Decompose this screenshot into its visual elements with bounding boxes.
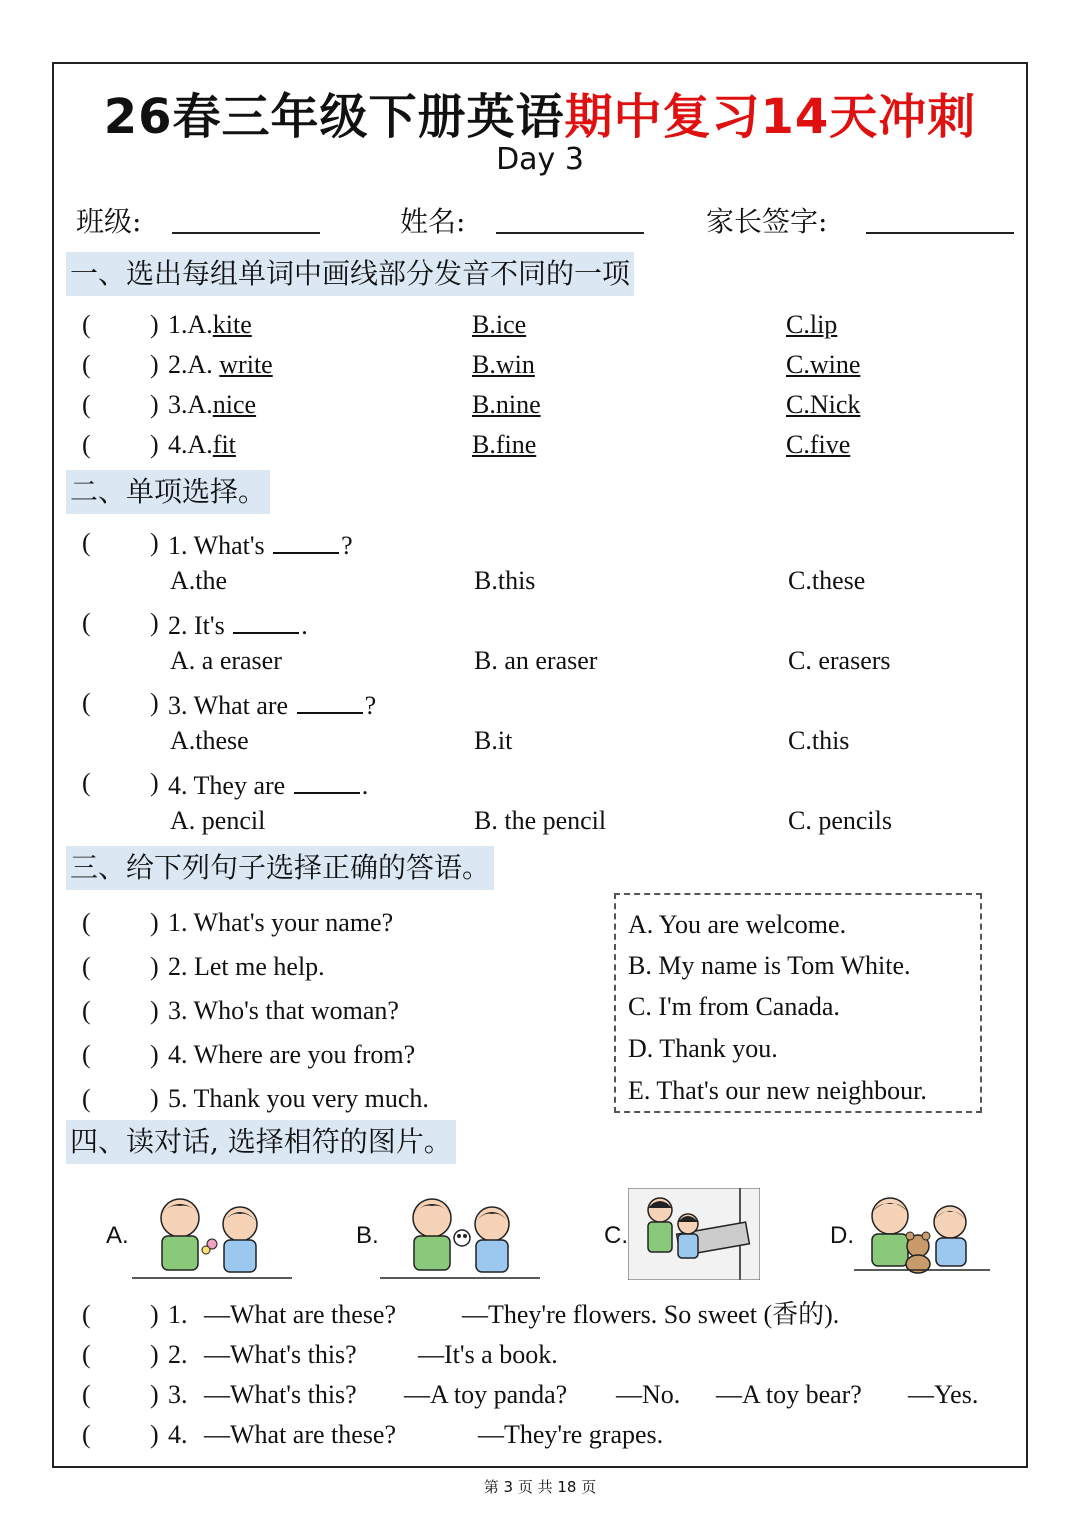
section1-heading: 一、选出每组单词中画线部分发音不同的一项 bbox=[66, 252, 634, 296]
answer-blank[interactable] bbox=[233, 608, 299, 634]
option-c: C.lip bbox=[786, 310, 838, 339]
answer-paren[interactable]: ( bbox=[82, 528, 91, 557]
answer-paren-close: ) bbox=[150, 528, 159, 557]
option-b: B.nine bbox=[472, 390, 541, 419]
dialog-line: —What are these? bbox=[204, 1300, 397, 1329]
option-b: B. an eraser bbox=[474, 646, 598, 675]
question-text: 1. What's bbox=[168, 531, 265, 560]
answer-paren[interactable]: ( bbox=[82, 1300, 91, 1329]
parent-signature-label: 家长签字: bbox=[706, 205, 828, 238]
item-number: 4.A. bbox=[168, 430, 213, 459]
answer-paren-close: ) bbox=[150, 1040, 159, 1069]
dialog-line: —A toy panda? bbox=[404, 1380, 568, 1409]
answer-paren-close: ) bbox=[150, 908, 159, 937]
question-text: 3. Who's that woman? bbox=[168, 996, 399, 1025]
name-label: 姓名: bbox=[400, 205, 466, 238]
question-end: ? bbox=[364, 691, 377, 720]
item-number: 1.A. bbox=[168, 310, 213, 339]
answer-paren[interactable]: ( bbox=[82, 996, 91, 1025]
option-b: B.ice bbox=[472, 310, 527, 339]
option-b: B.fine bbox=[472, 430, 537, 459]
answer-paren[interactable]: ( bbox=[82, 1040, 91, 1069]
answer-paren-close: ) bbox=[150, 688, 159, 717]
answer-paren-close: ) bbox=[150, 608, 159, 637]
answer-paren[interactable]: ( bbox=[82, 1380, 91, 1409]
dialog-line: —What are these? bbox=[204, 1420, 397, 1449]
question-text: 1. What's your name? bbox=[168, 908, 394, 937]
picture-label-b: B. bbox=[356, 1222, 379, 1249]
answer-paren[interactable]: ( bbox=[82, 1084, 91, 1113]
question-text: 4. Where are you from? bbox=[168, 1040, 416, 1069]
answer-paren[interactable]: ( bbox=[82, 390, 91, 419]
answer-blank[interactable] bbox=[294, 768, 360, 794]
answer-paren-close: ) bbox=[150, 768, 159, 797]
option-b: B.win bbox=[472, 350, 535, 379]
option-b: B.this bbox=[474, 566, 536, 595]
answer-paren-close: ) bbox=[150, 350, 159, 379]
day-label: Day 3 bbox=[496, 142, 584, 177]
question-end: . bbox=[301, 611, 308, 640]
answer-paren-close: ) bbox=[150, 430, 159, 459]
answer-paren-close: ) bbox=[150, 1420, 159, 1449]
answer-paren[interactable]: ( bbox=[82, 430, 91, 459]
answer-option: C. I'm from Canada. bbox=[628, 992, 840, 1021]
option-a: write bbox=[219, 350, 273, 379]
section4-heading: 四、读对话, 选择相符的图片。 bbox=[66, 1120, 456, 1164]
answer-paren-close: ) bbox=[150, 1380, 159, 1409]
option-a: fit bbox=[212, 430, 236, 459]
title-red: 期中复习14天冲刺 bbox=[564, 89, 977, 145]
dialog-number: 2. bbox=[168, 1340, 188, 1369]
question-end: ? bbox=[341, 531, 353, 560]
dialog-number: 1. bbox=[168, 1300, 188, 1329]
question-text: 2. It's bbox=[168, 611, 225, 640]
picture-label-a: A. bbox=[106, 1222, 129, 1249]
answer-blank[interactable] bbox=[297, 688, 363, 714]
item-number: 3.A. bbox=[168, 390, 213, 419]
option-c: C. pencils bbox=[788, 806, 892, 835]
title-black: 26春三年级下册英语 bbox=[103, 89, 565, 145]
answer-paren[interactable]: ( bbox=[82, 1420, 91, 1449]
answer-paren[interactable]: ( bbox=[82, 768, 91, 797]
picture-c-kids-desk bbox=[628, 1188, 760, 1280]
dialog-line: —Yes. bbox=[908, 1380, 979, 1409]
answer-paren-close: ) bbox=[150, 1300, 159, 1329]
question-text: 3. What are bbox=[168, 691, 289, 720]
question-end: . bbox=[361, 771, 369, 800]
picture-b-kids-panda bbox=[380, 1192, 540, 1284]
answer-paren[interactable]: ( bbox=[82, 310, 91, 339]
answer-paren[interactable]: ( bbox=[82, 952, 91, 981]
answer-paren-close: ) bbox=[150, 1340, 159, 1369]
dialog-number: 4. bbox=[168, 1420, 188, 1449]
answer-paren[interactable]: ( bbox=[82, 688, 91, 717]
answer-paren-close: ) bbox=[150, 996, 159, 1025]
item-number: 2.A. bbox=[168, 350, 220, 379]
page-title bbox=[0, 78, 1080, 147]
answer-paren-close: ) bbox=[150, 1084, 159, 1113]
answer-option: B. My name is Tom White. bbox=[628, 951, 911, 980]
answer-option: E. That's our new neighbour. bbox=[628, 1076, 927, 1105]
option-c: C.five bbox=[786, 430, 851, 459]
dialog-line: —No. bbox=[616, 1380, 681, 1409]
question-text: 5. Thank you very much. bbox=[168, 1084, 429, 1113]
section2-heading: 二、单项选择。 bbox=[66, 470, 270, 514]
dialog-line: —A toy bear? bbox=[716, 1380, 862, 1409]
option-a: kite bbox=[212, 310, 252, 339]
answer-paren[interactable]: ( bbox=[82, 908, 91, 937]
dialog-line: —It's a book. bbox=[418, 1340, 558, 1369]
option-c: C. erasers bbox=[788, 646, 891, 675]
option-c: C.wine bbox=[786, 350, 861, 379]
dialog-line: —What's this? bbox=[204, 1340, 357, 1369]
dialog-number: 3. bbox=[168, 1380, 188, 1409]
answer-paren[interactable]: ( bbox=[82, 1340, 91, 1369]
answer-option: A. You are welcome. bbox=[628, 910, 847, 939]
option-b: B. the pencil bbox=[474, 806, 607, 835]
section3-heading: 三、给下列句子选择正确的答语。 bbox=[66, 846, 494, 890]
option-a: A.these bbox=[170, 726, 249, 755]
page-footer: 第 3 页 共 18 页 bbox=[483, 1478, 597, 1496]
question-text: 4. They are bbox=[168, 771, 286, 800]
dialog-line: —They're flowers. So sweet (香的). bbox=[462, 1300, 840, 1329]
answer-option: D. Thank you. bbox=[628, 1034, 778, 1063]
option-a: A. a eraser bbox=[170, 646, 282, 675]
picture-a-kids-flowers bbox=[132, 1192, 292, 1284]
answer-paren-close: ) bbox=[150, 310, 159, 339]
option-a: nice bbox=[212, 390, 257, 419]
answer-paren[interactable]: ( bbox=[82, 608, 91, 637]
question-text: 2. Let me help. bbox=[168, 952, 325, 981]
option-a: A.the bbox=[170, 566, 228, 595]
picture-d-kids-bear bbox=[854, 1192, 990, 1282]
option-c: C.this bbox=[788, 726, 850, 755]
option-a: A. pencil bbox=[170, 806, 266, 835]
answer-paren-close: ) bbox=[150, 952, 159, 981]
option-c: C.Nick bbox=[786, 390, 861, 419]
dialog-line: —What's this? bbox=[204, 1380, 357, 1409]
picture-label-c: C. bbox=[604, 1222, 628, 1249]
answer-blank[interactable] bbox=[273, 528, 339, 554]
option-b: B.it bbox=[474, 726, 513, 755]
answer-paren-close: ) bbox=[150, 390, 159, 419]
name-field[interactable] bbox=[496, 232, 644, 234]
option-c: C.these bbox=[788, 566, 866, 595]
class-field[interactable] bbox=[172, 232, 320, 234]
dialog-line: —They're grapes. bbox=[478, 1420, 664, 1449]
answer-paren[interactable]: ( bbox=[82, 350, 91, 379]
class-label: 班级: bbox=[76, 205, 142, 238]
parent-signature-field[interactable] bbox=[866, 232, 1014, 234]
picture-label-d: D. bbox=[830, 1222, 854, 1249]
